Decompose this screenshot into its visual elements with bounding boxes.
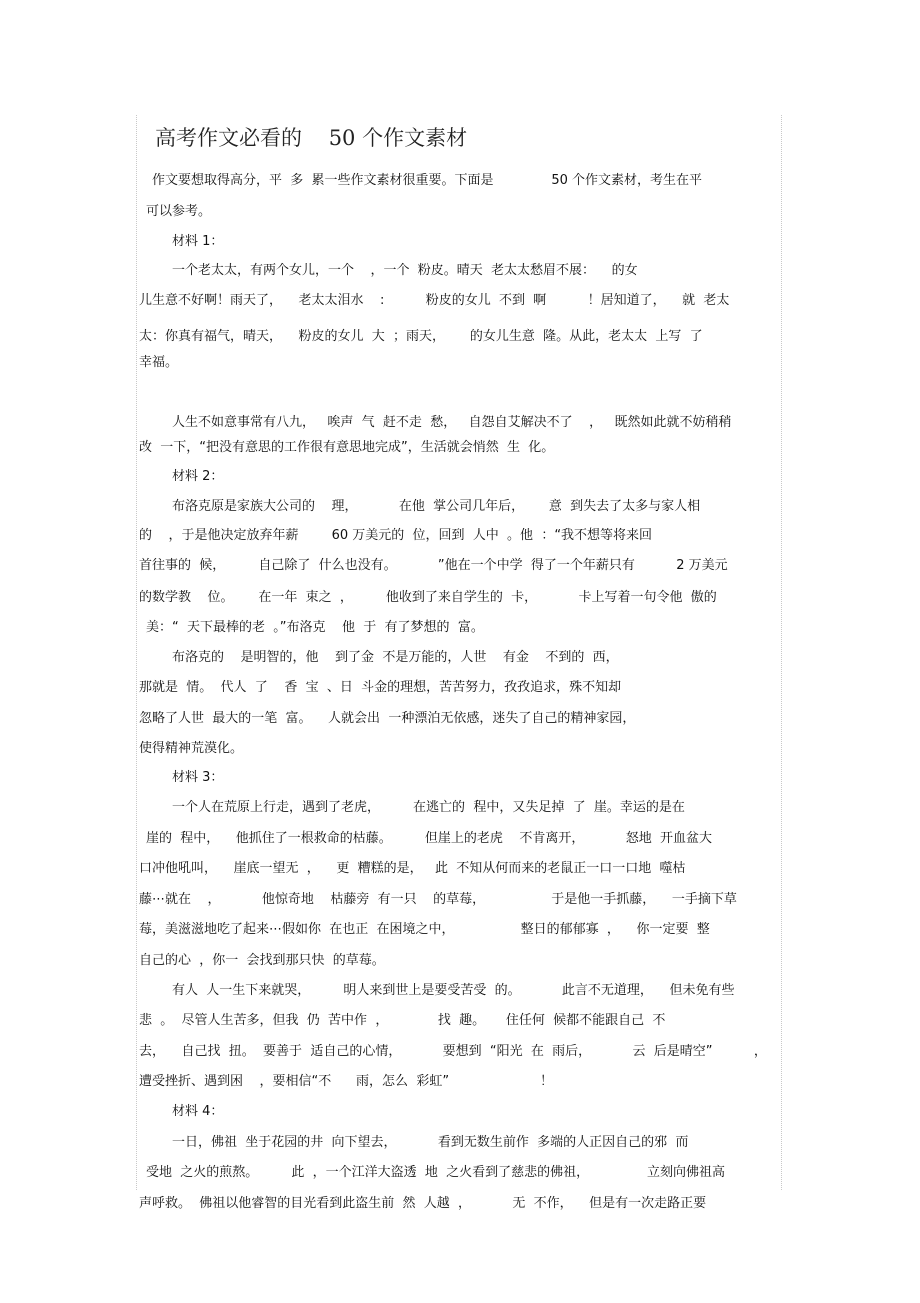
text-line: 一日，佛祖 坐于花园的井 向下望去， 看到无数生前作 多端的人正因自己的邪 而 <box>172 1135 689 1150</box>
material-heading: 材料 1： <box>172 234 224 249</box>
text-line: 改 一下，“把没有意思的工作很有意思地完成”，生活就会悄然 生 化。 <box>139 440 555 455</box>
text-line: 受地 之火的煎熬。 此 ，一个江洋大盗透 地 之火看到了慈悲的佛祖， 立刻向佛祖高 <box>146 1165 725 1180</box>
text-line: 一个人在荒原上行走，遇到了老虎， 在逃亡的 程中，又失足掉 了 崖。幸运的是在 <box>172 800 685 815</box>
left-margin-line <box>136 115 137 1190</box>
text-line: 使得精神荒漠化。 <box>139 741 244 756</box>
text-line: 人生不如意事常有八九， 唉声 气 赶不走 愁， 自怨自艾解决不了 ， 既然如此就不妨稍稍 <box>172 415 732 430</box>
text-line: 去， 自己找 扭。 要善于 适自己的心情， 要想到 “阳光 在 雨后， 云 后是晴空” ， <box>139 1044 767 1059</box>
text-line: 一个老太太，有两个女儿，一个 ，一个 粉皮。晴天 老太太愁眉不展： 的女 <box>172 263 638 278</box>
text-line: 声呼救。 佛祖以他睿智的目光看到此盗生前 然 人越 ， 无 不作， 但是有一次走路正要 <box>139 1196 707 1211</box>
text-line: 口冲他吼叫， 崖底一望无 ， 更 糟糕的是， 此 不知从何而来的老鼠正一口一口地 噬枯 <box>139 861 686 876</box>
text-line: 幸福。 <box>139 355 179 370</box>
text-line: 儿生意不好啊！雨天了， 老太太泪水 : 粉皮的女儿 不到 啊 ！居知道了， 就 老太 <box>139 293 730 308</box>
text-line: 忽略了人世 最大的一笔 富。 人就会出 一种漂泊无依感，迷失了自己的精神家园， <box>139 711 636 726</box>
text-line: 可以参考。 <box>146 204 212 219</box>
text-line: 的 ，于是他决定放弃年薪 60 万美元的 位，回到 人中 。他 ：“我不想等将来回 <box>139 528 653 543</box>
text-line: 藤⋯就在 ， 他惊奇地 枯藤旁 有一只 的草莓， 于是他一手抓藤， 一手摘下草 <box>139 892 737 907</box>
text-line: 布洛克原是家族大公司的 理， 在他 掌公司几年后， 意 到失去了太多与家人相 <box>172 499 701 514</box>
text-line: 首往事的 候， 自己除了 什么也没有。 ”他在一个中学 得了一个年薪只有 2 万美元 <box>139 558 728 573</box>
text-line: 有人 人一生下来就哭， 明人来到世上是要受苦受 的。 此言不无道理， 但未免有些 <box>172 983 735 998</box>
page-title: 高考作文必看的 50 个作文素材 <box>155 126 468 150</box>
material-heading: 材料 3： <box>172 770 224 785</box>
text-line: 的数学教 位。 在一年 束之 ， 他收到了来自学生的 卡， 卡上写着一句令他 傲的 <box>139 590 717 605</box>
text-line: 遭受挫折、遇到困 ，要相信“不 雨，怎么 彩虹” ！ <box>139 1074 553 1089</box>
text-line: 自己的心 ，你一 会找到那只快 的草莓。 <box>139 953 385 968</box>
right-margin-line <box>781 115 782 1190</box>
text-line: 悲 。 尽管人生苦多，但我 仍 苦中作 ， 找 趣。 住任何 候都不能跟自己 不 <box>139 1013 666 1028</box>
text-line: 莓，美滋滋地吃了起来⋯假如你 在也正 在困境之中， 整日的郁郁寡 ， 你一定要 整 <box>139 922 710 937</box>
material-heading: 材料 2： <box>172 469 224 484</box>
text-line: 崖的 程中， 他抓住了一根救命的枯藤。 但崖上的老虎 不肯离开， 怒地 开血盆大 <box>146 831 712 846</box>
text-line: 美：“ 天下最棒的老 。”布洛克 他 于 有了梦想的 富。 <box>146 620 484 635</box>
text-line: 布洛克的 是明智的，他 到了金 不是万能的，人世 有金 不到的 西， <box>172 650 619 665</box>
text-line: 太：你真有福气，晴天， 粉皮的女儿 大 ；雨天， 的女儿生意 隆。从此，老太太 上写 了 <box>139 329 703 344</box>
text-line: 那就是 情。 代人 了 香 宝 、日 斗金的理想，苦苦努力，孜孜追求，殊不知却 <box>139 680 622 695</box>
text-line: 作文要想取得高分，平 多 累一些作文素材很重要。下面是 50 个作文素材，考生在平 <box>152 173 703 188</box>
material-heading: 材料 4： <box>172 1104 224 1119</box>
